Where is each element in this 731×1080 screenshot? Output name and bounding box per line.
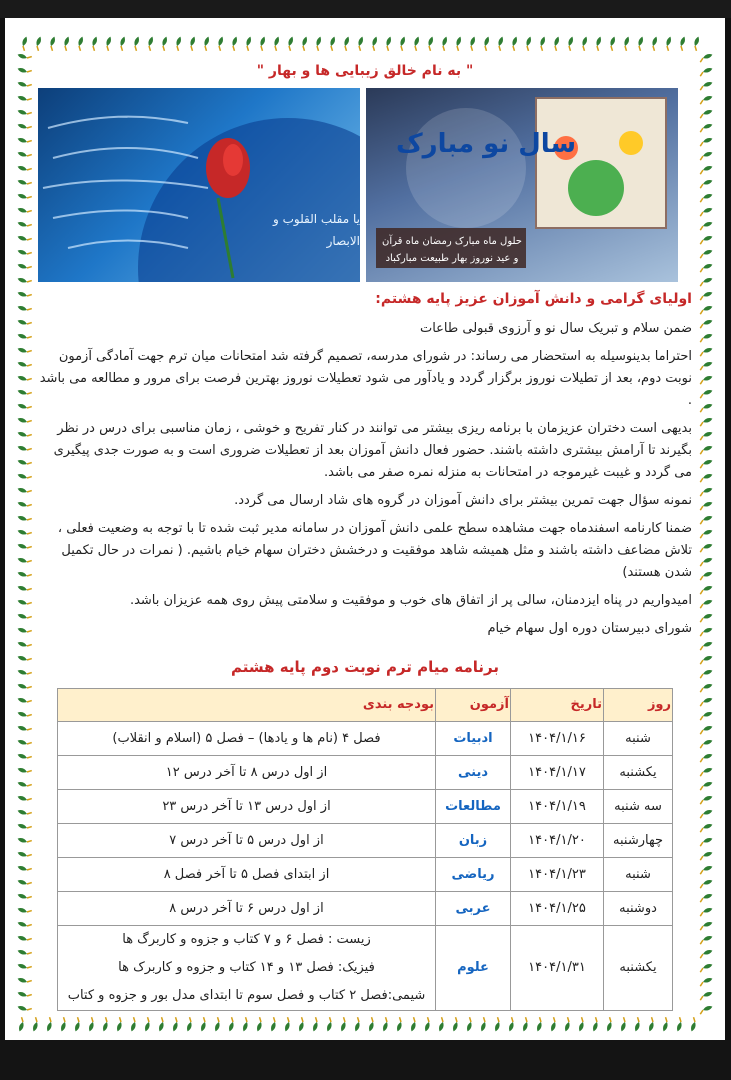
header-budget: بودجه بندی [58, 689, 436, 722]
table-row [58, 824, 673, 858]
exam-schedule-table [57, 688, 673, 1011]
cell-date: ۱۴۰۴/۱/۱۶ [511, 722, 604, 756]
cell-subject: مطالعات [436, 790, 511, 824]
budget-line-chemistry: شیمی:فصل ۲ کتاب و فصل سوم تا ابتدای مدل بور و جزوه و کتاب [67, 988, 426, 1003]
calligraphy-text: یا مقلب القلوب و الابصار [272, 212, 360, 248]
cell-date: ۱۴۰۴/۱/۲۰ [511, 824, 604, 858]
paragraph-report-card: ضمنا کارنامه اسفندماه جهت مشاهده سطح علمی دانش آموزان در سامانه مدیر ثبت شده تا با توجه به وضعیت فعلی ، تلاش مضاعف داشته باشند و مثل همیشه شاهد موفقیت و درخشش دختران سهام خیام باشیم. ( نمرات در حال تکمیل شدن هستند) [57, 521, 692, 580]
cell-date: ۱۴۰۴/۱/۲۵ [511, 892, 604, 926]
new-year-title: سال نو مبارک [396, 129, 577, 159]
cell-subject: علوم [436, 926, 511, 1011]
cell-day: یکشنبه [604, 926, 673, 1011]
document-content [38, 58, 692, 1011]
document-title: " به نام خالق زیبایی ها و بهار " [256, 63, 474, 79]
header-subject: آزمون [436, 689, 511, 722]
cell-date: ۱۴۰۴/۱/۱۹ [511, 790, 604, 824]
document-page [5, 18, 725, 1040]
paragraph-sample-questions: نمونه سؤال جهت تمرین بیشتر برای دانش آموزان در گروه های شاد ارسال می گردد. [234, 493, 692, 508]
header-images [38, 88, 692, 282]
cell-subject: دینی [436, 756, 511, 790]
cell-subject: زبان [436, 824, 511, 858]
paragraph-planning: بدیهی است دختران عزیزمان با برنامه ریزی بیشتر می توانند در کنار تفریح و خوشی ، زمان مناسبی برای درس در نظر بگیرند تا آرامش بیشتری داشته باشند. حضور فعال دانش آموزان بعد از تعطیلات ضروری است و به صورت جدی پیگیری می گردد و غیبت غیرموجه در امتحانات به منزله نمره صفر می باشد. [53, 421, 692, 480]
cell-day: یکشنبه [604, 756, 673, 790]
cell-day: سه شنبه [604, 790, 673, 824]
cell-budget: از ابتدای فصل ۵ تا آخر فصل ۸ [58, 858, 436, 892]
cell-date: ۱۴۰۴/۱/۱۷ [511, 756, 604, 790]
cell-budget [58, 926, 436, 1011]
image-caption-1: حلول ماه مبارک رمضان ماه قرآن [382, 236, 522, 247]
image-caption-2: و عید نوروز بهار طبیعت مبارکباد [385, 253, 519, 264]
header-day: روز [604, 689, 673, 722]
header-date: تاریخ [511, 689, 604, 722]
bottom-bar [0, 1040, 731, 1080]
signature: شورای دبیرستان دوره اول سهام خیام [487, 621, 692, 636]
table-row [58, 892, 673, 926]
greeting-heading: اولیای گرامی و دانش آموزان عزیز پایه هشتم: [375, 291, 692, 307]
cell-subject: عربی [436, 892, 511, 926]
table-title: برنامه میام ترم نوبت دوم پایه هشتم [230, 658, 500, 676]
table-row [58, 790, 673, 824]
paragraph-wishes: امیدواریم در پناه ایزدمنان، سالی پر از اتفاق های خوب و موفقیت و سلامتی پیش روی همه عزیزان باشد. [129, 593, 692, 608]
cell-subject: ریاضی [436, 858, 511, 892]
budget-line-biology: زیست : فصل ۶ و ۷ کتاب و جزوه و کاربرگ ها [122, 932, 371, 947]
new-year-image [366, 88, 678, 282]
cell-budget: از اول درس ۱۳ تا آخر درس ۲۳ [58, 790, 436, 824]
cell-day: چهارشنبه [604, 824, 673, 858]
blue-calligraphy-image [38, 88, 360, 282]
cell-budget: از اول درس ۶ تا آخر درس ۸ [58, 892, 436, 926]
table-row [58, 858, 673, 892]
cell-budget: از اول درس ۵ تا آخر درس ۷ [58, 824, 436, 858]
table-row [58, 722, 673, 756]
top-bar [0, 0, 731, 18]
cell-budget: از اول درس ۸ تا آخر درس ۱۲ [58, 756, 436, 790]
table-row [58, 756, 673, 790]
paragraph-greeting: ضمن سلام و تبریک سال نو و آرزوی قبولی طاعات [419, 321, 692, 336]
cell-day: شنبه [604, 858, 673, 892]
cell-date: ۱۴۰۴/۱/۳۱ [511, 926, 604, 1011]
cell-budget: فصل ۴ (نام ها و یادها) – فصل ۵ (اسلام و انقلاب) [58, 722, 436, 756]
cell-subject: ادبیات [436, 722, 511, 756]
paragraph-exam-notice: احتراما بدینوسیله به استحضار می رساند: در شورای مدرسه، تصمیم گرفته شد امتحانات میان ترم جهت آمادگی آزمون نوبت دوم، بعد از تطیلات نوروز برگزار گردد و یادآور می شود تعطیلات نوروز بهترین فرصت برای مرور و مطالعه می باشد . [39, 349, 692, 408]
cell-day: شنبه [604, 722, 673, 756]
table-row [58, 926, 673, 1011]
cell-day: دوشنبه [604, 892, 673, 926]
cell-date: ۱۴۰۴/۱/۲۳ [511, 858, 604, 892]
budget-line-physics: فیزیک: فصل ۱۳ و ۱۴ کتاب و جزوه و کاربرک ها [118, 960, 375, 975]
